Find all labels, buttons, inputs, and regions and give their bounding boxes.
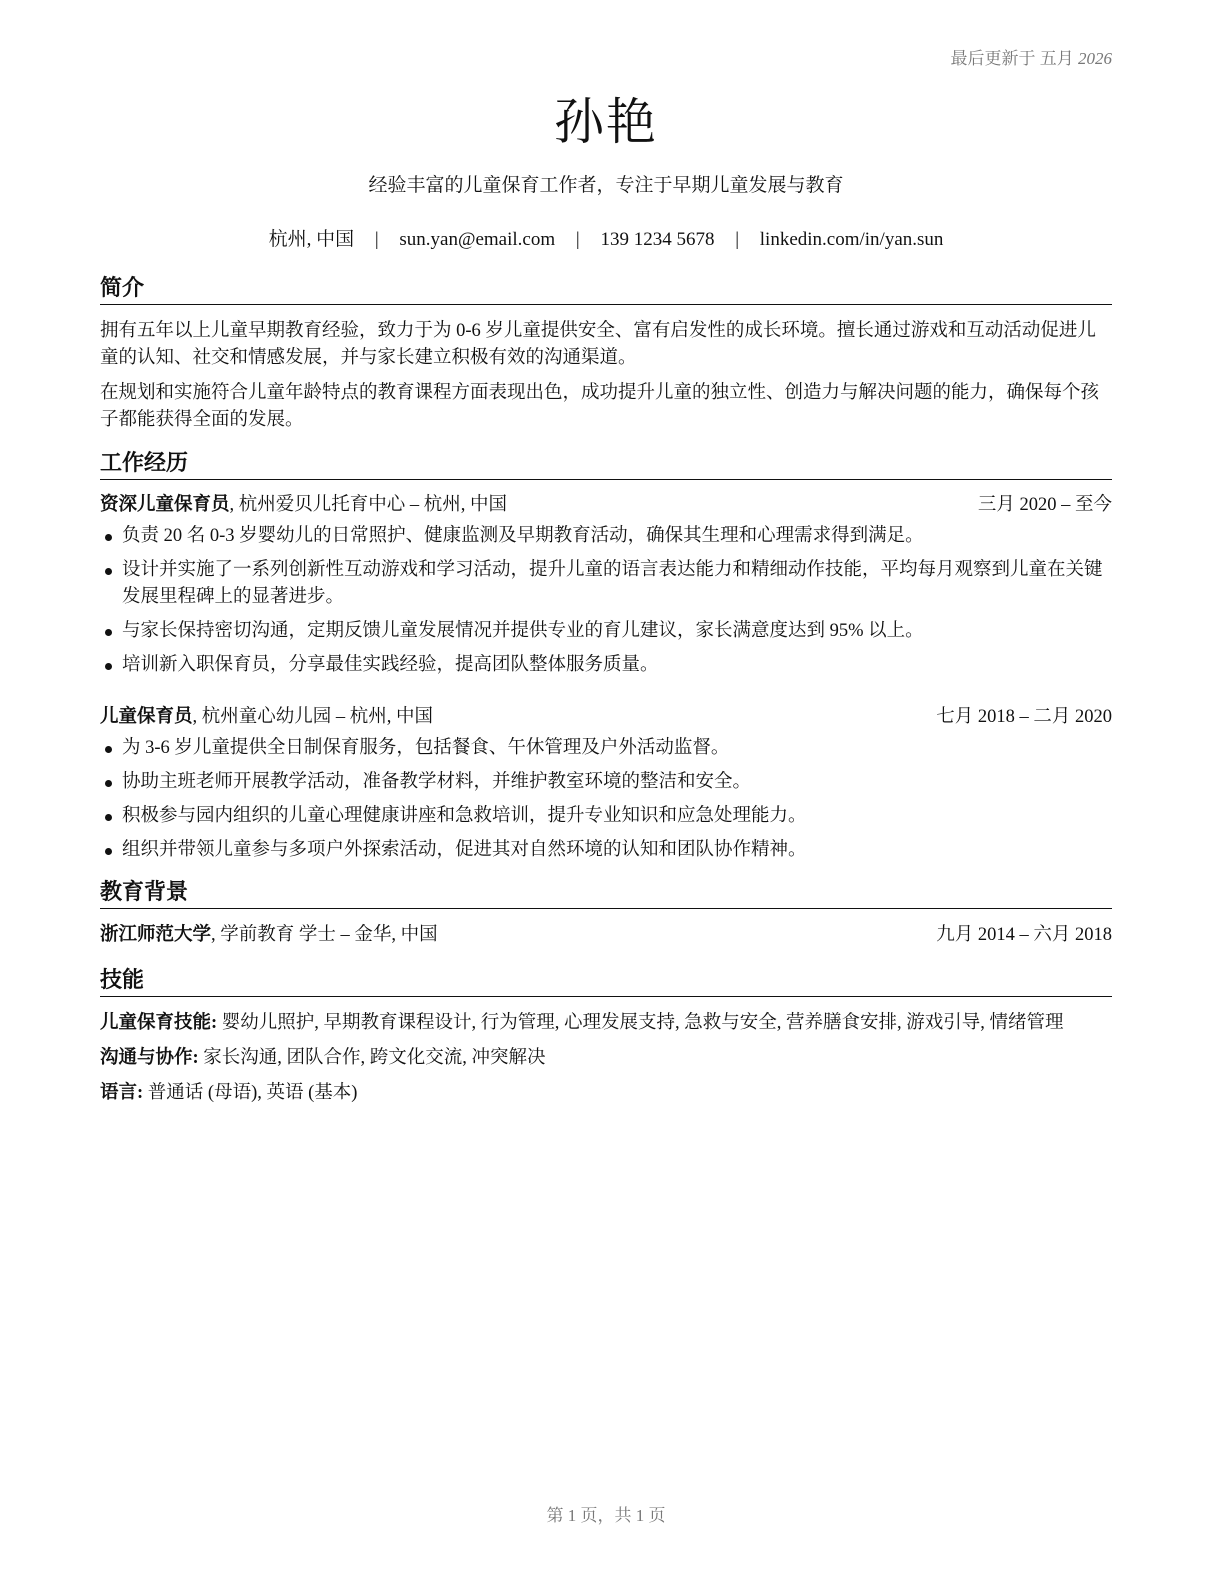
tagline: 经验丰富的儿童保育工作者，专注于早期儿童发展与教育 xyxy=(368,175,844,196)
contact-phone: 139 1234 5678 xyxy=(600,229,715,250)
contact-separator: | xyxy=(374,229,379,250)
job-dates: 三月 2020 – 至今 xyxy=(977,495,1112,515)
contact-linkedin[interactable]: linkedin.com/in/yan.sun xyxy=(759,229,944,250)
job-header xyxy=(100,704,1112,731)
candidate-name: 孙艳 xyxy=(554,93,658,151)
skills-section xyxy=(100,968,1112,1107)
job-bullets xyxy=(100,735,1112,864)
job-org: , 杭州童心幼儿园 – 杭州, 中国 xyxy=(192,707,434,727)
job-bullet: 负责 20 名 0-3 岁婴幼儿的日常照护、健康监测及早期教育活动，确保其生理和心理需求得到满足。 xyxy=(100,523,1112,550)
contact-line xyxy=(100,224,1112,251)
education-school: 浙江师范大学 xyxy=(100,925,212,945)
job-entry xyxy=(100,492,1112,679)
job-header xyxy=(100,492,1112,519)
job-bullet: 协助主班老师开展教学活动，准备教学材料，并维护教室环境的整洁和安全。 xyxy=(100,769,1112,796)
skill-value: 普通话 (母语), 英语 (基本) xyxy=(143,1083,358,1103)
experience-section xyxy=(100,451,1112,864)
job-bullet: 与家长保持密切沟通，定期反馈儿童发展情况并提供专业的育儿建议，家长满意度达到 95% 以上。 xyxy=(100,618,1112,645)
job-bullet: 培训新入职保育员，分享最佳实践经验，提高团队整体服务质量。 xyxy=(100,652,1112,679)
section-title-skills: 技能 xyxy=(100,968,1112,997)
resume-page xyxy=(100,0,1112,1584)
job-entry xyxy=(100,704,1112,864)
contact-separator: | xyxy=(735,229,740,250)
education-entry xyxy=(100,922,1112,949)
job-title-line xyxy=(100,492,507,519)
skill-label: 儿童保育技能: xyxy=(100,1013,218,1033)
page-number: 第 1 页，共 1 页 xyxy=(546,1506,666,1525)
last-updated-year: 2026 xyxy=(1078,49,1112,68)
job-bullet: 组织并带领儿童参与多项户外探索活动，促进其对自然环境的认知和团队协作精神。 xyxy=(100,837,1112,864)
job-title-line xyxy=(100,704,433,731)
job-bullet: 设计并实施了一系列创新性互动游戏和学习活动，提升儿童的语言表达能力和精细动作技能，平均每月观察到儿童在关键发展里程碑上的显著进步。 xyxy=(100,557,1112,611)
skill-value: 家长沟通, 团队合作, 跨文化交流, 冲突解决 xyxy=(198,1048,546,1068)
summary-section xyxy=(100,276,1112,434)
job-role: 儿童保育员 xyxy=(100,707,193,727)
education-section xyxy=(100,880,1112,949)
skill-line xyxy=(100,1010,1112,1037)
education-detail: , 学前教育 学士 – 金华, 中国 xyxy=(211,925,438,945)
skill-line xyxy=(100,1045,1112,1072)
job-bullet: 为 3-6 岁儿童提供全日制保育服务，包括餐食、午休管理及户外活动监督。 xyxy=(100,735,1112,762)
summary-paragraph: 在规划和实施符合儿童年龄特点的教育课程方面表现出色，成功提升儿童的独立性、创造力与解决问题的能力，确保每个孩子都能获得全面的发展。 xyxy=(100,383,1100,430)
job-org: , 杭州爱贝儿托育中心 – 杭州, 中国 xyxy=(229,495,508,515)
skill-label: 语言: xyxy=(100,1083,144,1103)
contact-location: 杭州, 中国 xyxy=(268,229,355,250)
contact-separator: | xyxy=(575,229,580,250)
job-dates: 七月 2018 – 二月 2020 xyxy=(936,707,1112,727)
last-updated-label: 最后更新于 五月 xyxy=(950,49,1074,68)
section-title-education: 教育背景 xyxy=(100,880,1112,909)
section-title-experience: 工作经历 xyxy=(100,451,1112,480)
job-bullet: 积极参与园内组织的儿童心理健康讲座和急救培训，提升专业知识和应急处理能力。 xyxy=(100,803,1112,830)
skill-label: 沟通与协作: xyxy=(100,1048,199,1068)
last-updated xyxy=(951,44,1113,69)
education-title-line xyxy=(100,922,438,949)
education-dates: 九月 2014 – 六月 2018 xyxy=(936,925,1112,945)
job-role: 资深儿童保育员 xyxy=(100,495,230,515)
job-bullets xyxy=(100,523,1112,679)
summary-paragraph: 拥有五年以上儿童早期教育经验，致力于为 0-6 岁儿童提供安全、富有启发性的成长环境。擅长通过游戏和互动活动促进儿童的认知、社交和情感发展，并与家长建立积极有效的沟通渠道。 xyxy=(100,321,1096,368)
contact-email[interactable]: sun.yan@email.com xyxy=(399,229,556,250)
section-title-summary: 简介 xyxy=(100,276,1112,305)
skill-line xyxy=(100,1080,1112,1107)
skill-value: 婴幼儿照护, 早期教育课程设计, 行为管理, 心理发展支持, 急救与安全, 营养膳食安排, 游戏引导, 情绪管理 xyxy=(217,1013,1064,1033)
